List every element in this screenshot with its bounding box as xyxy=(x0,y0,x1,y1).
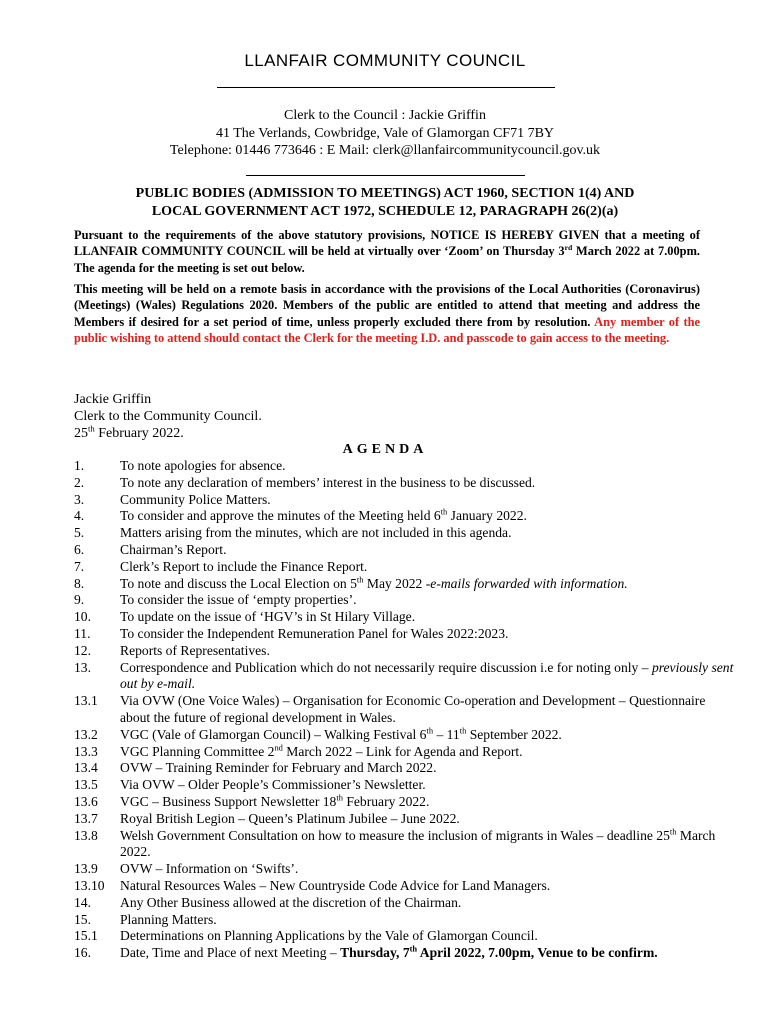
agenda-item xyxy=(74,945,734,962)
agenda-item-number: 13. xyxy=(74,659,91,675)
agenda-item xyxy=(74,828,734,862)
agenda-item-text xyxy=(120,542,734,559)
agenda-item xyxy=(74,693,734,727)
notice-paragraph-2 xyxy=(74,281,700,346)
agenda-item-note: -e-mails forwarded with information. xyxy=(425,575,628,591)
agenda-item-text xyxy=(120,895,734,912)
agenda-item xyxy=(74,727,734,744)
agenda-item-text-part: VGC – Business Support Newsletter 18 xyxy=(120,793,337,809)
agenda-item-text-part: – 11 xyxy=(433,726,460,742)
agenda-item-number: 13.10 xyxy=(74,877,105,893)
agenda-item-text xyxy=(120,912,734,929)
agenda-item xyxy=(74,609,734,626)
agenda-item-text xyxy=(120,475,734,492)
agenda-item xyxy=(74,626,734,643)
agenda-item-text-part: To note apologies for absence. xyxy=(120,458,286,473)
agenda-item-number: 15.1 xyxy=(74,928,98,944)
agenda-item xyxy=(74,744,734,761)
agenda-item-text xyxy=(120,777,734,794)
agenda-item-text-part: Determinations on Planning Applications by the Vale of Glamorgan Council. xyxy=(120,928,538,944)
agenda-item-number: 13.3 xyxy=(74,743,98,759)
agenda-item-text xyxy=(120,744,734,761)
agenda-item-text-part: Clerk’s Report to include the Finance Report. xyxy=(120,558,368,574)
agenda-item-text xyxy=(120,727,734,744)
agenda-item-text-part: Royal British Legion – Queen’s Platinum Jubilee – June 2022. xyxy=(120,810,460,826)
agenda-item xyxy=(74,475,734,492)
ordinal-suffix: th xyxy=(669,826,677,836)
agenda-item-number: 12. xyxy=(74,642,91,658)
agenda-item-text xyxy=(120,794,734,811)
ordinal-suffix: th xyxy=(440,506,448,517)
agenda-item xyxy=(74,559,734,576)
agenda-item-text-part: Planning Matters. xyxy=(120,911,217,927)
agenda-item-number: 13.6 xyxy=(74,793,98,809)
agenda-item-text-part: January 2022. xyxy=(447,508,527,524)
notice-paragraph-1-end: March 2022 at 7.00pm. The agenda for the meeting is set out below. xyxy=(74,244,700,275)
ordinal-suffix: th xyxy=(356,574,364,585)
agenda-item-text-part: To consider the Independent Remuneration Panel for Wales 2022:2023. xyxy=(120,625,509,641)
agenda-item-text xyxy=(120,576,734,593)
notice-heading-line2: LOCAL GOVERNMENT ACT 1972, SCHEDULE 12, PARAGRAPH 26(2)(a) xyxy=(151,204,619,219)
agenda-item-text-part: Matters arising from the minutes, which are not included in this agenda. xyxy=(120,525,512,541)
agenda-item-text-part: OVW – Information on ‘Swifts’. xyxy=(120,861,299,877)
agenda-item-text xyxy=(120,878,734,895)
ordinal-suffix: th xyxy=(426,725,434,736)
agenda-item-text-part: September 2022. xyxy=(466,726,562,742)
agenda-item-text-part: To consider and approve the minutes of the Meeting held 6 xyxy=(120,508,441,524)
agenda-item-text xyxy=(120,760,734,777)
agenda-item-text-part: VGC (Vale of Glamorgan Council) – Walking Festival 6 xyxy=(120,726,427,742)
agenda-item-number: 4. xyxy=(74,508,85,524)
agenda-item-text-part: Date, Time and Place of next Meeting – xyxy=(120,945,341,961)
ordinal-suffix: th xyxy=(409,943,418,954)
signatory-role: Clerk to the Community Council. xyxy=(74,409,262,424)
agenda-list xyxy=(74,458,734,962)
agenda-item xyxy=(74,895,734,912)
notice-heading-line1: PUBLIC BODIES (ADMISSION TO MEETINGS) ACT 1960, SECTION 1(4) AND xyxy=(135,186,635,201)
agenda-item xyxy=(74,525,734,542)
agenda-item-number: 14. xyxy=(74,894,91,910)
agenda-item-text-part: OVW – Training Reminder for February and March 2022. xyxy=(120,760,437,776)
agenda-item-text-part: VGC Planning Committee 2 xyxy=(120,743,275,759)
agenda-item-note: previously sent out by e-mail. xyxy=(120,659,734,692)
agenda-item-text xyxy=(120,508,734,525)
agenda-item xyxy=(74,811,734,828)
agenda-item xyxy=(74,508,734,525)
agenda-item-text xyxy=(120,609,734,626)
agenda-item-number: 13.8 xyxy=(74,827,98,843)
agenda-item-number: 7. xyxy=(74,558,85,574)
agenda-item-text xyxy=(120,592,734,609)
agenda-item-text-part: Welsh Government Consultation on how to measure the inclusion of migrants in Wales – deadline 25 xyxy=(120,827,670,843)
signatory-name: Jackie Griffin xyxy=(74,392,152,407)
agenda-item-text-part: Via OVW – Older People’s Commissioner’s Newsletter. xyxy=(120,777,426,793)
agenda-item-number: 6. xyxy=(74,541,85,557)
agenda-item-text-part: To note any declaration of members’ interest in the business to be discussed. xyxy=(120,474,536,490)
agenda-item xyxy=(74,576,734,593)
agenda-item-number: 11. xyxy=(74,625,91,641)
agenda-item-text xyxy=(120,626,734,643)
agenda-item-text-part: Community Police Matters. xyxy=(120,491,271,507)
agenda-item xyxy=(74,794,734,811)
agenda-item xyxy=(74,878,734,895)
agenda-item xyxy=(74,912,734,929)
agenda-item-number: 5. xyxy=(74,525,85,541)
agenda-item-text xyxy=(120,525,734,542)
agenda-item-text-part: Any Other Business allowed at the discretion of the Chairman. xyxy=(120,894,462,910)
agenda-item-text-part: March 2022 – Link for Agenda and Report. xyxy=(282,743,523,759)
agenda-item-number: 15. xyxy=(74,911,91,927)
agenda-item-text xyxy=(120,861,734,878)
signature-date-day: 25 xyxy=(74,426,88,441)
agenda-item xyxy=(74,861,734,878)
agenda-item-text xyxy=(120,928,734,945)
agenda-item-number: 13.7 xyxy=(74,810,98,826)
agenda-item xyxy=(74,660,734,694)
agenda-item xyxy=(74,643,734,660)
header-divider-top xyxy=(217,87,555,88)
agenda-item-number: 13.5 xyxy=(74,777,98,793)
agenda-item-number: 13.4 xyxy=(74,760,98,776)
agenda-item-text-part: Via OVW (One Voice Wales) – Organisation for Economic Co-operation and Development – Questionnaire about the future of regional development in Wales. xyxy=(120,693,706,725)
clerk-line: Clerk to the Council : Jackie Griffin xyxy=(284,108,486,123)
agenda-item-text-part: Reports of Representatives. xyxy=(120,642,270,658)
agenda-title: AGENDA xyxy=(342,442,428,457)
agenda-item-text xyxy=(120,643,734,660)
agenda-item-number: 13.9 xyxy=(74,861,98,877)
agenda-item-text-part: To update on the issue of ‘HGV’s in St Hilary Village. xyxy=(120,609,416,625)
council-name: LLANFAIR COMMUNITY COUNCIL xyxy=(244,51,526,70)
next-meeting-details: April 2022, 7.00pm, Venue to be confirm. xyxy=(417,945,658,961)
agenda-item xyxy=(74,542,734,559)
signature-date-rest: February 2022. xyxy=(94,426,184,441)
agenda-item-number: 13.2 xyxy=(74,726,98,742)
ordinal-suffix: th xyxy=(88,423,95,434)
agenda-item xyxy=(74,592,734,609)
agenda-item xyxy=(74,928,734,945)
agenda-item-text-part: March 2022. xyxy=(120,827,716,860)
agenda-item-text-part: To consider the issue of ‘empty properties’. xyxy=(120,592,357,608)
agenda-item xyxy=(74,777,734,794)
agenda-item xyxy=(74,760,734,777)
ordinal-suffix: nd xyxy=(274,742,283,753)
ordinal-suffix: rd xyxy=(564,243,573,253)
agenda-item-text-part: To note and discuss the Local Election on 5 xyxy=(120,575,357,591)
agenda-item-text-part: May 2022 xyxy=(363,575,426,591)
agenda-item-text-part: Natural Resources Wales – New Countryside Code Advice for Land Managers. xyxy=(120,877,551,893)
agenda-item-text xyxy=(120,559,734,576)
agenda-item-number: 2. xyxy=(74,474,85,490)
agenda-item-text-part: Correspondence and Publication which do not necessarily require discussion i.e for noting only – xyxy=(120,659,652,675)
agenda-item-text-part: February 2022. xyxy=(342,793,430,809)
notice-paragraph-1 xyxy=(74,227,700,276)
agenda-item-text xyxy=(120,660,734,694)
agenda-item-number: 16. xyxy=(74,945,91,961)
ordinal-suffix: th xyxy=(336,792,343,803)
next-meeting-date: Thursday, 7 xyxy=(340,945,410,961)
agenda-item xyxy=(74,458,734,475)
agenda-item-number: 13.1 xyxy=(74,693,98,709)
signature-date xyxy=(74,423,184,442)
agenda-item-text xyxy=(120,828,734,862)
agenda-item-number: 10. xyxy=(74,609,91,625)
agenda-item xyxy=(74,492,734,509)
notice-paragraph-1-text: Pursuant to the requirements of the above statutory provisions, NOTICE IS HEREBY GIVEN that a meeting of LLANFAIR COMMUNITY COUNCIL will be held at virtually over ‘Zoom’ on Thursday 3 xyxy=(74,228,700,259)
telephone-line: Telephone: 01446 773646 : E Mail: clerk@llanfaircommunitycouncil.gov.uk xyxy=(169,143,601,158)
agenda-item-text xyxy=(120,945,734,962)
agenda-item-text xyxy=(120,811,734,828)
agenda-item-number: 1. xyxy=(74,458,85,473)
public-access-notice: Any member of the public wishing to attend should contact the Clerk for the meeting I.D. and passcode to gain access to the meeting. xyxy=(74,314,700,345)
agenda-item-number: 9. xyxy=(74,592,85,608)
notice-paragraph-2-text: This meeting will be held on a remote basis in accordance with the provisions of the Local Authorities (Coronavirus) (Meetings) (Wales) Regulations 2020. Members of the public are entitled to attend that meeting and address the Members if desired for a set period of time, unless properly excluded there from by resolution. xyxy=(74,282,700,329)
ordinal-suffix: th xyxy=(459,725,467,736)
agenda-item-number: 8. xyxy=(74,575,85,591)
address-line: 41 The Verlands, Cowbridge, Vale of Glamorgan CF71 7BY xyxy=(215,126,555,141)
agenda-item-text xyxy=(120,492,734,509)
header-divider-bottom xyxy=(246,175,525,176)
agenda-item-text xyxy=(120,693,734,727)
agenda-item-text-part: Chairman’s Report. xyxy=(120,541,227,557)
agenda-item-number: 3. xyxy=(74,491,85,507)
agenda-item-text xyxy=(120,458,734,475)
